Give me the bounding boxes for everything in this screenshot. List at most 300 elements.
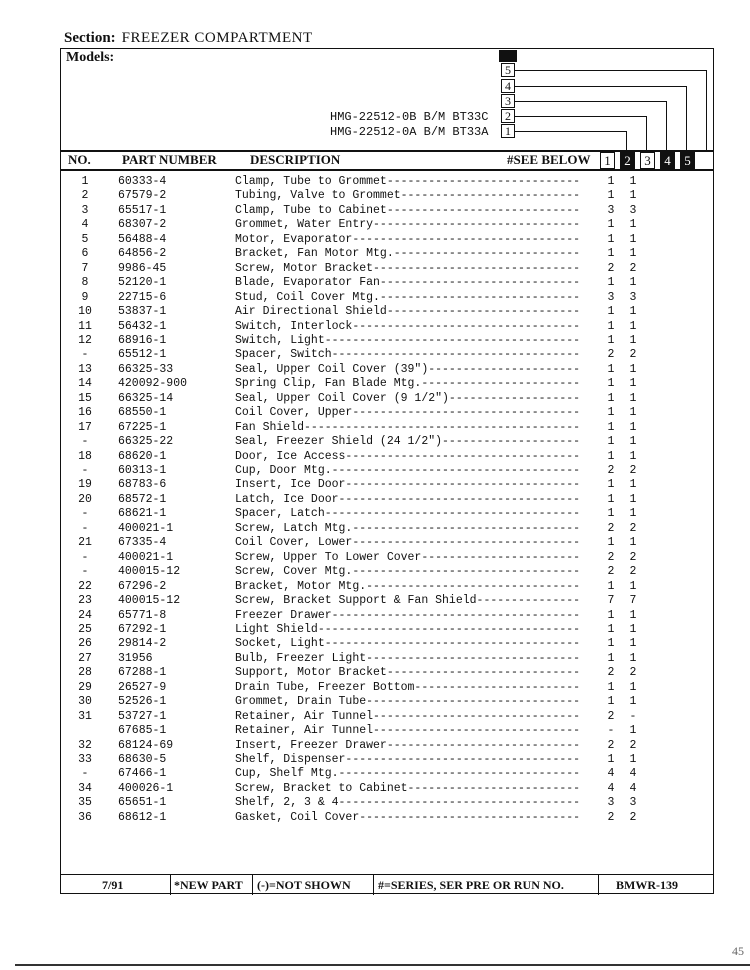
item-number: 21 — [78, 536, 92, 550]
qty-col-2: 1 — [629, 377, 637, 391]
item-number: 18 — [78, 449, 92, 463]
part-number: 67288-1 — [118, 666, 167, 680]
part-number: 65651-1 — [118, 796, 167, 810]
qty-col-1: 3 — [607, 796, 615, 810]
connector-1-h — [515, 131, 627, 132]
qty-col-2: 1 — [629, 449, 637, 463]
qty-col-2: - — [629, 709, 637, 723]
part-description: Shelf, 2, 3 & 4----------------------------------- — [235, 796, 581, 810]
part-description: Spacer, Latch------------------------------------- — [235, 507, 581, 521]
part-description: Bulb, Freezer Light------------------------------- — [235, 651, 581, 665]
page-number-mark: 45 — [732, 944, 744, 958]
qty-col-2: 1 — [629, 622, 637, 636]
table-row — [60, 753, 714, 767]
item-number: 1 — [81, 175, 89, 188]
table-row — [60, 695, 714, 709]
item-number: - — [81, 507, 89, 521]
item-number: 22 — [78, 579, 92, 593]
qty-col-1: 1 — [607, 175, 615, 188]
item-number: 4 — [81, 218, 89, 232]
qty-col-2: 2 — [629, 521, 637, 535]
item-number: 16 — [78, 406, 92, 420]
connector-1-v — [626, 131, 627, 152]
part-description: Air Directional Shield---------------------------- — [235, 305, 581, 319]
footer-new-part: *NEW PART — [174, 878, 243, 892]
footer-bar — [60, 874, 714, 895]
part-description: Tubing, Valve to Grommet-------------------------- — [235, 189, 581, 203]
part-description: Retainer, Air Tunnel------------------------------ — [235, 709, 581, 723]
header-part-number: PART NUMBER — [122, 152, 217, 167]
item-number: 29 — [78, 680, 92, 694]
item-number: 9 — [81, 290, 89, 304]
part-number: 68916-1 — [118, 333, 167, 347]
table-row — [60, 594, 714, 608]
table-row — [60, 450, 714, 464]
qty-col-1: 1 — [607, 232, 615, 246]
qty-col-1: 1 — [607, 695, 615, 709]
part-description: Motor, Evaporator--------------------------------- — [235, 232, 581, 246]
part-description: Screw, Cover Mtg.--------------------------------- — [235, 565, 581, 579]
qty-col-1: 1 — [607, 435, 615, 449]
part-number: 67296-2 — [118, 579, 167, 593]
part-description: Screw, Bracket Support & Fan Shield--------------- — [235, 594, 581, 608]
part-description: Screw, Upper To Lower Cover----------------------- — [235, 550, 581, 564]
part-number: 68630-5 — [118, 753, 167, 766]
qty-col-2: 1 — [629, 319, 637, 333]
table-row — [60, 666, 714, 680]
qty-col-2: 7 — [629, 594, 637, 608]
table-row — [60, 710, 714, 724]
footer-series-note: #=SERIES, SER PRE OR RUN NO. — [378, 878, 564, 892]
qty-col-2: 1 — [629, 651, 637, 665]
item-number: - — [81, 767, 89, 781]
part-description: Freezer Drawer------------------------------------ — [235, 608, 581, 622]
qty-col-1: 1 — [607, 305, 615, 319]
part-number: 68612-1 — [118, 810, 167, 824]
qty-col-1: 1 — [607, 189, 615, 203]
models-label: Models: — [66, 50, 115, 65]
qty-col-1: 1 — [607, 753, 615, 766]
qty-col-2: 2 — [629, 464, 637, 477]
connector-4-v — [686, 86, 687, 152]
table-row — [60, 493, 714, 507]
item-number: - — [81, 521, 89, 535]
item-number: - — [81, 550, 89, 564]
qty-col-1: 7 — [607, 594, 615, 608]
part-description: Cup, Door Mtg.------------------------------------ — [235, 464, 581, 477]
qty-col-2: 4 — [629, 767, 637, 781]
part-number: 68620-1 — [118, 449, 167, 463]
part-number: 400021-1 — [118, 521, 174, 535]
qty-col-2: 1 — [629, 406, 637, 420]
qty-col-1: 1 — [607, 536, 615, 550]
part-description: Seal, Upper Coil Cover (9 1/2")------------------- — [235, 391, 581, 405]
table-row — [60, 363, 714, 377]
table-row — [60, 739, 714, 753]
footer-separator — [170, 875, 171, 895]
series-box-1: 1 — [501, 124, 515, 138]
part-description: Shelf, Dispenser---------------------------------- — [235, 753, 581, 766]
footer-separator — [598, 875, 599, 895]
item-number: 32 — [78, 738, 92, 752]
part-number: 400015-12 — [118, 594, 181, 608]
qty-col-1: 1 — [607, 420, 615, 434]
qty-col-2: 1 — [629, 492, 637, 506]
header-no: NO. — [68, 152, 91, 167]
part-number: 67579-2 — [118, 189, 167, 203]
part-number: 68621-1 — [118, 507, 167, 521]
qty-col-2: 1 — [629, 507, 637, 521]
qty-col-2: 1 — [629, 478, 637, 492]
qty-col-2: 1 — [629, 247, 637, 261]
footer-doc-code: BMWR-139 — [616, 878, 678, 892]
table-row — [60, 536, 714, 550]
part-number: 400026-1 — [118, 781, 174, 795]
table-row — [60, 811, 714, 825]
qty-col-2: 1 — [629, 333, 637, 347]
item-number: 14 — [78, 377, 92, 391]
part-number: 68572-1 — [118, 492, 167, 506]
part-description: Support, Motor Bracket---------------------------- — [235, 666, 581, 680]
page-bottom-rule — [15, 964, 750, 966]
table-row — [60, 247, 714, 261]
part-number: 53727-1 — [118, 709, 167, 723]
item-number: 20 — [78, 492, 92, 506]
part-number: 9986-45 — [118, 261, 167, 275]
part-description: Bracket, Motor Mtg.------------------------------- — [235, 579, 581, 593]
item-number: 19 — [78, 478, 92, 492]
table-row — [60, 435, 714, 449]
table-row — [60, 580, 714, 594]
table-row — [60, 609, 714, 623]
qty-col-2: 1 — [629, 218, 637, 232]
qty-col-2: 1 — [629, 420, 637, 434]
qty-col-1: 2 — [607, 348, 615, 362]
part-description: Seal, Upper Coil Cover (39")---------------------- — [235, 362, 581, 376]
item-number: 15 — [78, 391, 92, 405]
part-description: Bracket, Fan Motor Mtg.--------------------------- — [235, 247, 581, 261]
table-row — [60, 652, 714, 666]
qty-col-2: 3 — [629, 290, 637, 304]
header-description: DESCRIPTION — [250, 152, 341, 167]
footer-separator — [252, 875, 253, 895]
qty-col-1: 1 — [607, 622, 615, 636]
part-number: 56488-4 — [118, 232, 167, 246]
qty-col-1: 1 — [607, 449, 615, 463]
part-number: 66325-22 — [118, 435, 174, 449]
header-col-5: 5 — [680, 152, 695, 169]
part-number: 56432-1 — [118, 319, 167, 333]
header-col-4: 4 — [660, 152, 675, 169]
part-description: Clamp, Tube to Grommet---------------------------- — [235, 175, 581, 188]
part-description: Blade, Evaporator Fan----------------------------- — [235, 276, 581, 290]
qty-col-2: 2 — [629, 810, 637, 824]
part-number: 68783-6 — [118, 478, 167, 492]
part-description: Insert, Ice Door---------------------------------- — [235, 478, 581, 492]
item-number: 35 — [78, 796, 92, 810]
part-number: 26527-9 — [118, 680, 167, 694]
qty-col-2: 1 — [629, 753, 637, 766]
table-row — [60, 522, 714, 536]
table-row — [60, 637, 714, 651]
connector-2-v — [646, 116, 647, 152]
table-row — [60, 276, 714, 290]
part-description: Fan Shield---------------------------------------- — [235, 420, 581, 434]
table-row — [60, 782, 714, 796]
item-number: 33 — [78, 753, 92, 766]
qty-col-1: 1 — [607, 276, 615, 290]
item-number: 28 — [78, 666, 92, 680]
qty-col-2: 2 — [629, 261, 637, 275]
part-number: 64856-2 — [118, 247, 167, 261]
item-number: 6 — [81, 247, 89, 261]
part-number: 65771-8 — [118, 608, 167, 622]
series-box-3: 3 — [501, 94, 515, 108]
connector-5-v — [706, 70, 707, 152]
part-description: Spacer, Switch------------------------------------ — [235, 348, 581, 362]
part-number: 60333-4 — [118, 175, 167, 188]
qty-col-2: 3 — [629, 796, 637, 810]
table-row — [60, 767, 714, 781]
connector-2-h — [515, 116, 647, 117]
qty-col-2: 1 — [629, 536, 637, 550]
qty-col-2: 2 — [629, 565, 637, 579]
qty-col-1: 1 — [607, 637, 615, 651]
item-number: 34 — [78, 781, 92, 795]
item-number: 5 — [81, 232, 89, 246]
qty-col-2: 3 — [629, 203, 637, 217]
table-row — [60, 175, 714, 189]
qty-col-2: 1 — [629, 435, 637, 449]
part-number: 67292-1 — [118, 622, 167, 636]
series-box-4: 4 — [501, 79, 515, 93]
part-number: 53837-1 — [118, 305, 167, 319]
section-value: FREEZER COMPARTMENT — [121, 30, 313, 46]
qty-col-2: 1 — [629, 189, 637, 203]
item-number: - — [81, 565, 89, 579]
table-row — [60, 262, 714, 276]
item-number: - — [81, 435, 89, 449]
qty-col-1: 2 — [607, 550, 615, 564]
qty-col-1: 2 — [607, 666, 615, 680]
part-number: 67225-1 — [118, 420, 167, 434]
part-description: Grommet, Drain Tube------------------------------- — [235, 695, 581, 709]
section-heading — [64, 30, 313, 47]
qty-col-1: 1 — [607, 377, 615, 391]
qty-col-1: 1 — [607, 651, 615, 665]
qty-col-2: 1 — [629, 637, 637, 651]
part-description: Light Shield-------------------------------------- — [235, 622, 581, 636]
model-line-0a: HMG-22512-0A B/M BT33A — [330, 125, 489, 139]
qty-col-1: 2 — [607, 261, 615, 275]
qty-col-2: 1 — [629, 391, 637, 405]
part-number: 52120-1 — [118, 276, 167, 290]
item-number: - — [81, 464, 89, 477]
qty-col-2: 1 — [629, 175, 637, 188]
qty-col-1: 1 — [607, 247, 615, 261]
series-box-2: 2 — [501, 109, 515, 123]
item-number: 23 — [78, 594, 92, 608]
part-description: Retainer, Air Tunnel------------------------------ — [235, 724, 581, 738]
table-row — [60, 681, 714, 695]
part-number: 22715-6 — [118, 290, 167, 304]
table-row — [60, 291, 714, 305]
part-description: Latch, Ice Door----------------------------------- — [235, 492, 581, 506]
part-description: Gasket, Coil Cover-------------------------------- — [235, 810, 581, 824]
qty-col-1: 1 — [607, 319, 615, 333]
part-description: Drain Tube, Freezer Bottom------------------------ — [235, 680, 581, 694]
part-description: Seal, Freezer Shield (24 1/2")-------------------- — [235, 435, 581, 449]
header-see-below: #SEE BELOW — [507, 152, 591, 167]
qty-col-2: 1 — [629, 232, 637, 246]
item-number: 24 — [78, 608, 92, 622]
table-row — [60, 305, 714, 319]
qty-col-1: 2 — [607, 709, 615, 723]
table-row — [60, 724, 714, 738]
model-line-0b: HMG-22512-0B B/M BT33C — [330, 110, 489, 124]
series-stack-cap — [499, 50, 517, 62]
part-description: Cup, Shelf Mtg.----------------------------------- — [235, 767, 581, 781]
table-row — [60, 464, 714, 478]
table-row — [60, 421, 714, 435]
qty-col-1: 1 — [607, 391, 615, 405]
part-description: Screw, Latch Mtg.--------------------------------- — [235, 521, 581, 535]
part-number: 31956 — [118, 651, 153, 665]
part-number: 65512-1 — [118, 348, 167, 362]
part-description: Coil Cover, Lower--------------------------------- — [235, 536, 581, 550]
item-number: 31 — [78, 709, 92, 723]
table-row — [60, 507, 714, 521]
table-row — [60, 478, 714, 492]
part-number: 60313-1 — [118, 464, 167, 477]
connector-3-h — [515, 101, 667, 102]
item-number: 30 — [78, 695, 92, 709]
connector-4-h — [515, 86, 687, 87]
item-number: 13 — [78, 362, 92, 376]
item-number: 3 — [81, 203, 89, 217]
part-number: 68307-2 — [118, 218, 167, 232]
part-number: 29814-2 — [118, 637, 167, 651]
qty-col-1: 4 — [607, 767, 615, 781]
qty-col-1: 2 — [607, 521, 615, 535]
item-number: 10 — [78, 305, 92, 319]
qty-col-1: 1 — [607, 507, 615, 521]
header-bottom-rule — [60, 169, 714, 171]
qty-col-2: 2 — [629, 738, 637, 752]
part-number: 65517-1 — [118, 203, 167, 217]
qty-col-2: 1 — [629, 680, 637, 694]
footer-separator — [373, 875, 374, 895]
table-row — [60, 204, 714, 218]
table-row — [60, 334, 714, 348]
qty-col-1: - — [607, 724, 615, 738]
item-number: 27 — [78, 651, 92, 665]
qty-col-1: 1 — [607, 406, 615, 420]
qty-col-2: 2 — [629, 666, 637, 680]
part-description: Switch, Interlock--------------------------------- — [235, 319, 581, 333]
header-col-1: 1 — [600, 152, 615, 169]
qty-col-2: 1 — [629, 724, 637, 738]
qty-col-2: 1 — [629, 695, 637, 709]
table-row — [60, 565, 714, 579]
qty-col-1: 3 — [607, 203, 615, 217]
qty-col-1: 3 — [607, 290, 615, 304]
item-number: 7 — [81, 261, 89, 275]
part-description: Door, Ice Access---------------------------------- — [235, 449, 581, 463]
part-description: Screw, Bracket to Cabinet------------------------- — [235, 781, 581, 795]
table-row — [60, 320, 714, 334]
qty-col-1: 1 — [607, 608, 615, 622]
qty-col-1: 1 — [607, 362, 615, 376]
header-col-3: 3 — [640, 152, 655, 169]
part-number: 400015-12 — [118, 565, 181, 579]
item-number: 8 — [81, 276, 89, 290]
qty-col-2: 1 — [629, 579, 637, 593]
table-row — [60, 796, 714, 810]
part-description: Grommet, Water Entry------------------------------ — [235, 218, 581, 232]
part-description: Screw, Motor Bracket------------------------------ — [235, 261, 581, 275]
qty-col-2: 2 — [629, 550, 637, 564]
qty-col-2: 1 — [629, 362, 637, 376]
qty-col-1: 4 — [607, 781, 615, 795]
qty-col-2: 2 — [629, 348, 637, 362]
table-row — [60, 392, 714, 406]
part-description: Coil Cover, Upper--------------------------------- — [235, 406, 581, 420]
part-number: 67685-1 — [118, 724, 167, 738]
item-number: - — [81, 348, 89, 362]
connector-5-h — [515, 70, 707, 71]
part-number: 67466-1 — [118, 767, 167, 781]
part-description: Switch, Light------------------------------------- — [235, 333, 581, 347]
series-box-5: 5 — [501, 63, 515, 77]
qty-col-1: 1 — [607, 492, 615, 506]
item-number: 36 — [78, 810, 92, 824]
footer-not-shown: (-)=NOT SHOWN — [257, 878, 351, 892]
table-row — [60, 406, 714, 420]
table-row — [60, 348, 714, 362]
item-number: 12 — [78, 333, 92, 347]
section-label: Section: — [64, 30, 116, 46]
item-number: 17 — [78, 420, 92, 434]
qty-col-1: 1 — [607, 478, 615, 492]
part-number: 400021-1 — [118, 550, 174, 564]
part-description: Clamp, Tube to Cabinet---------------------------- — [235, 203, 581, 217]
table-row — [60, 377, 714, 391]
qty-col-1: 1 — [607, 579, 615, 593]
qty-col-1: 2 — [607, 464, 615, 477]
item-number: 2 — [81, 189, 89, 203]
part-description: Insert, Freezer Drawer---------------------------- — [235, 738, 581, 752]
part-description: Socket, Light------------------------------------- — [235, 637, 581, 651]
qty-col-1: 2 — [607, 565, 615, 579]
connector-3-v — [666, 101, 667, 152]
item-number: 11 — [78, 319, 92, 333]
qty-col-1: 1 — [607, 218, 615, 232]
qty-col-1: 2 — [607, 810, 615, 824]
part-number: 420092-900 — [118, 377, 188, 391]
qty-col-1: 2 — [607, 738, 615, 752]
qty-col-2: 1 — [629, 305, 637, 319]
part-description: Spring Clip, Fan Blade Mtg.----------------------- — [235, 377, 581, 391]
table-row — [60, 218, 714, 232]
qty-col-2: 4 — [629, 781, 637, 795]
item-number: 26 — [78, 637, 92, 651]
part-description: Stud, Coil Cover Mtg.----------------------------- — [235, 290, 581, 304]
footer-date: 7/91 — [102, 878, 124, 892]
part-number: 66325-14 — [118, 391, 174, 405]
item-number: 25 — [78, 622, 92, 636]
part-number: 68124-69 — [118, 738, 174, 752]
